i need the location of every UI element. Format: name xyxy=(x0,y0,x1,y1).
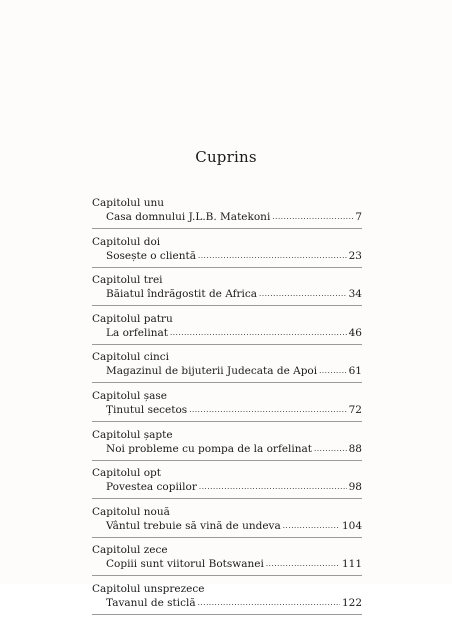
toc-entry xyxy=(92,506,362,545)
chapter-line xyxy=(92,443,362,457)
chapter-label: Capitolul cinci xyxy=(92,351,169,364)
toc-entry xyxy=(92,274,362,313)
toc-entry xyxy=(92,390,362,429)
chapter-line xyxy=(92,365,362,379)
dot-leader xyxy=(266,558,340,571)
dot-leader xyxy=(314,443,347,456)
divider xyxy=(92,614,362,615)
divider xyxy=(92,228,362,229)
chapter-label: Capitolul doi xyxy=(92,235,161,248)
dot-leader xyxy=(170,327,347,340)
chapter-line xyxy=(92,597,362,611)
dot-leader xyxy=(272,211,353,224)
toc-entry xyxy=(92,544,362,583)
chapter-title: Băiatul îndrăgostit de Africa xyxy=(106,288,258,301)
toc-entry xyxy=(92,313,362,352)
divider xyxy=(92,537,362,538)
divider xyxy=(92,305,362,306)
dot-leader xyxy=(259,288,347,301)
page-number: 7 xyxy=(355,211,362,223)
chapter-title: Magazinul de bijuterii Judecata de Apoi xyxy=(106,365,318,378)
dot-leader xyxy=(319,365,347,378)
chapter-title: Copiii sunt viitorul Botswanei xyxy=(106,558,264,571)
divider xyxy=(92,382,362,383)
dot-leader xyxy=(189,404,346,417)
page-number: 98 xyxy=(348,481,362,494)
divider xyxy=(92,344,362,345)
toc-entry xyxy=(92,197,362,236)
chapter-line xyxy=(92,520,362,534)
chapter-line xyxy=(92,404,362,418)
chapter-line xyxy=(92,288,362,302)
divider xyxy=(92,421,362,422)
chapter-title: Noi probleme cu pompa de la orfelinat xyxy=(106,442,312,455)
page-number: 88 xyxy=(348,442,362,455)
chapter-line xyxy=(92,211,362,225)
chapter-label: Capitolul trei xyxy=(92,274,163,287)
toc-entry xyxy=(92,467,362,506)
chapter-title: Casa domnului J.L.B. Matekoni xyxy=(106,211,271,223)
divider xyxy=(92,267,362,268)
divider xyxy=(92,460,362,461)
chapter-title: Sosește o clientă xyxy=(106,249,196,262)
toc-entry xyxy=(92,583,362,622)
chapter-label: Capitolul patru xyxy=(92,312,173,325)
dot-leader xyxy=(283,520,340,533)
chapter-label: Capitolul nouă xyxy=(92,505,170,518)
toc-entry xyxy=(92,236,362,275)
page-number: 104 xyxy=(341,519,362,532)
page-number: 61 xyxy=(348,365,362,378)
page-number: 72 xyxy=(348,403,362,416)
chapter-line xyxy=(92,558,362,572)
chapter-line xyxy=(92,250,362,264)
chapter-title: Vântul trebuie să vină de undeva xyxy=(106,519,281,532)
page-number: 23 xyxy=(348,249,362,262)
chapter-label: Capitolul unsprezece xyxy=(92,582,205,595)
chapter-label: Capitolul opt xyxy=(92,467,161,480)
chapter-label: Capitolul unu xyxy=(92,197,165,209)
page-number: 122 xyxy=(341,596,362,609)
dot-leader xyxy=(198,250,347,263)
table-of-contents xyxy=(92,197,362,622)
chapter-line xyxy=(92,327,362,341)
chapter-title: Ținutul secetos xyxy=(106,403,188,416)
toc-entry xyxy=(92,351,362,390)
chapter-title: La orfelinat xyxy=(106,326,168,339)
toc-entry xyxy=(92,429,362,468)
chapter-label: Capitolul șapte xyxy=(92,428,173,441)
chapter-title: Tavanul de sticlă xyxy=(106,596,196,609)
page-number: 111 xyxy=(341,558,362,571)
page-number: 34 xyxy=(348,288,362,301)
dot-leader xyxy=(199,481,347,494)
chapter-label: Capitolul șase xyxy=(92,389,167,402)
divider xyxy=(92,575,362,576)
chapter-label: Capitolul zece xyxy=(92,544,168,557)
toc-title: Cuprins xyxy=(195,148,257,166)
chapter-title: Povestea copiilor xyxy=(106,481,197,494)
divider xyxy=(92,498,362,499)
page-number: 46 xyxy=(348,326,362,339)
chapter-line xyxy=(92,481,362,495)
dot-leader xyxy=(198,597,340,610)
